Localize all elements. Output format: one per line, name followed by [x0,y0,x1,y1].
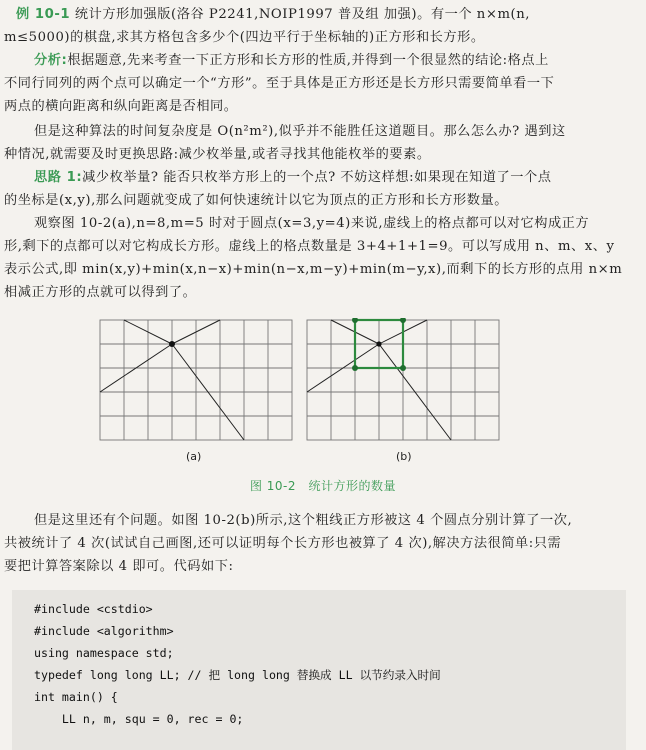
figure-b-grid [305,318,501,442]
analysis-label: 分析: [34,53,68,68]
analysis-text-3: 两点的横向距离和纵向距离是否相同。 [4,99,238,114]
example-line-1 [16,4,646,26]
figure-b-label: (b) [396,450,412,463]
idea-text-2: 的坐标是(x,y),那么问题就变成了如何快速统计以它为顶点的正方形和长方形数量。 [4,193,508,208]
complexity-text-2: 种情况,就需要及时更换思路:减少枚举量,或者寻找其他能枚举的要素。 [4,147,431,162]
analysis-text-2: 不同行同列的两个点可以确定一个“方形”。至于具体是正方形还是长方形只需要简单看一下 [4,76,555,91]
center-point-b [376,341,381,346]
problem-text-3: 要把计算答案除以 4 即可。代码如下: [4,559,234,574]
analysis-line-1 [34,50,646,72]
example-label: 例 10-1 [16,7,71,22]
analysis-text-1: 根据题意,先来考查一下正方形和长方形的性质,并得到一个很显然的结论:格点上 [67,53,549,68]
observe-text-2: 形,剩下的点都可以对它构成长方形。虚线上的格点数量是 3+4+1+1=9。可以写成用 n、m、x、y [4,239,615,254]
figure-a-label: (a) [186,450,202,463]
code-line-1: #include <cstdio> [34,602,153,616]
observe-text-3: 表示公式,即 min(x,y)+min(x,n−x)+min(n−x,m−y)+min(m−y,x),而剩下的长方形的点用 n×m [4,262,623,277]
observe-text-4: 相减正方形的点就可以得到了。 [4,285,197,300]
code-line-5: int main() { [34,690,118,704]
idea-text-1: 减少枚举量? 能否只枚举方形上的一个点? 不妨这样想:如果现在知道了一个点 [82,170,552,185]
idea-label: 思路 1: [34,170,83,185]
center-point-a [169,341,175,347]
code-lines [34,598,441,730]
example-text-1: 统计方形加强版(洛谷 P2241,NOIP1997 普及组 加强)。有一个 n×m(n, [74,7,530,22]
observe-text-1: 观察图 10-2(a),n=8,m=5 时对于圆点(x=3,y=4)来说,虚线上的格点都可以对它构成正方 [34,216,590,231]
idea-line-1 [34,167,646,189]
figure-caption: 图 10-2 统计方形的数量 [249,479,397,493]
problem-text-1: 但是这里还有个问题。如图 10-2(b)所示,这个粗线正方形被这 4 个圆点分别计算了一次, [34,513,573,528]
code-line-6: LL n, m, squ = 0, rec = 0; [34,712,244,726]
example-text-2: m≤5000)的棋盘,求其方格包含多少个(四边平行于坐标轴的)正方形和长方形。 [4,30,485,45]
problem-text-2: 共被统计了 4 次(试试自己画图,还可以证明每个长方形也被算了 4 次),解决方法很简单:只需 [4,536,562,551]
code-line-4: typedef long long LL; // 把 long long 替换成 LL 以节约录入时间 [34,668,441,682]
complexity-text-1: 但是这种算法的时间复杂度是 O(n²m²),似乎并不能胜任这道题目。那么怎么办? 遇到这 [34,124,566,139]
code-line-3: using namespace std; [34,646,174,660]
figure-a-grid [98,318,294,442]
grid-lines-a [100,320,292,440]
code-line-2: #include <algorithm> [34,624,174,638]
